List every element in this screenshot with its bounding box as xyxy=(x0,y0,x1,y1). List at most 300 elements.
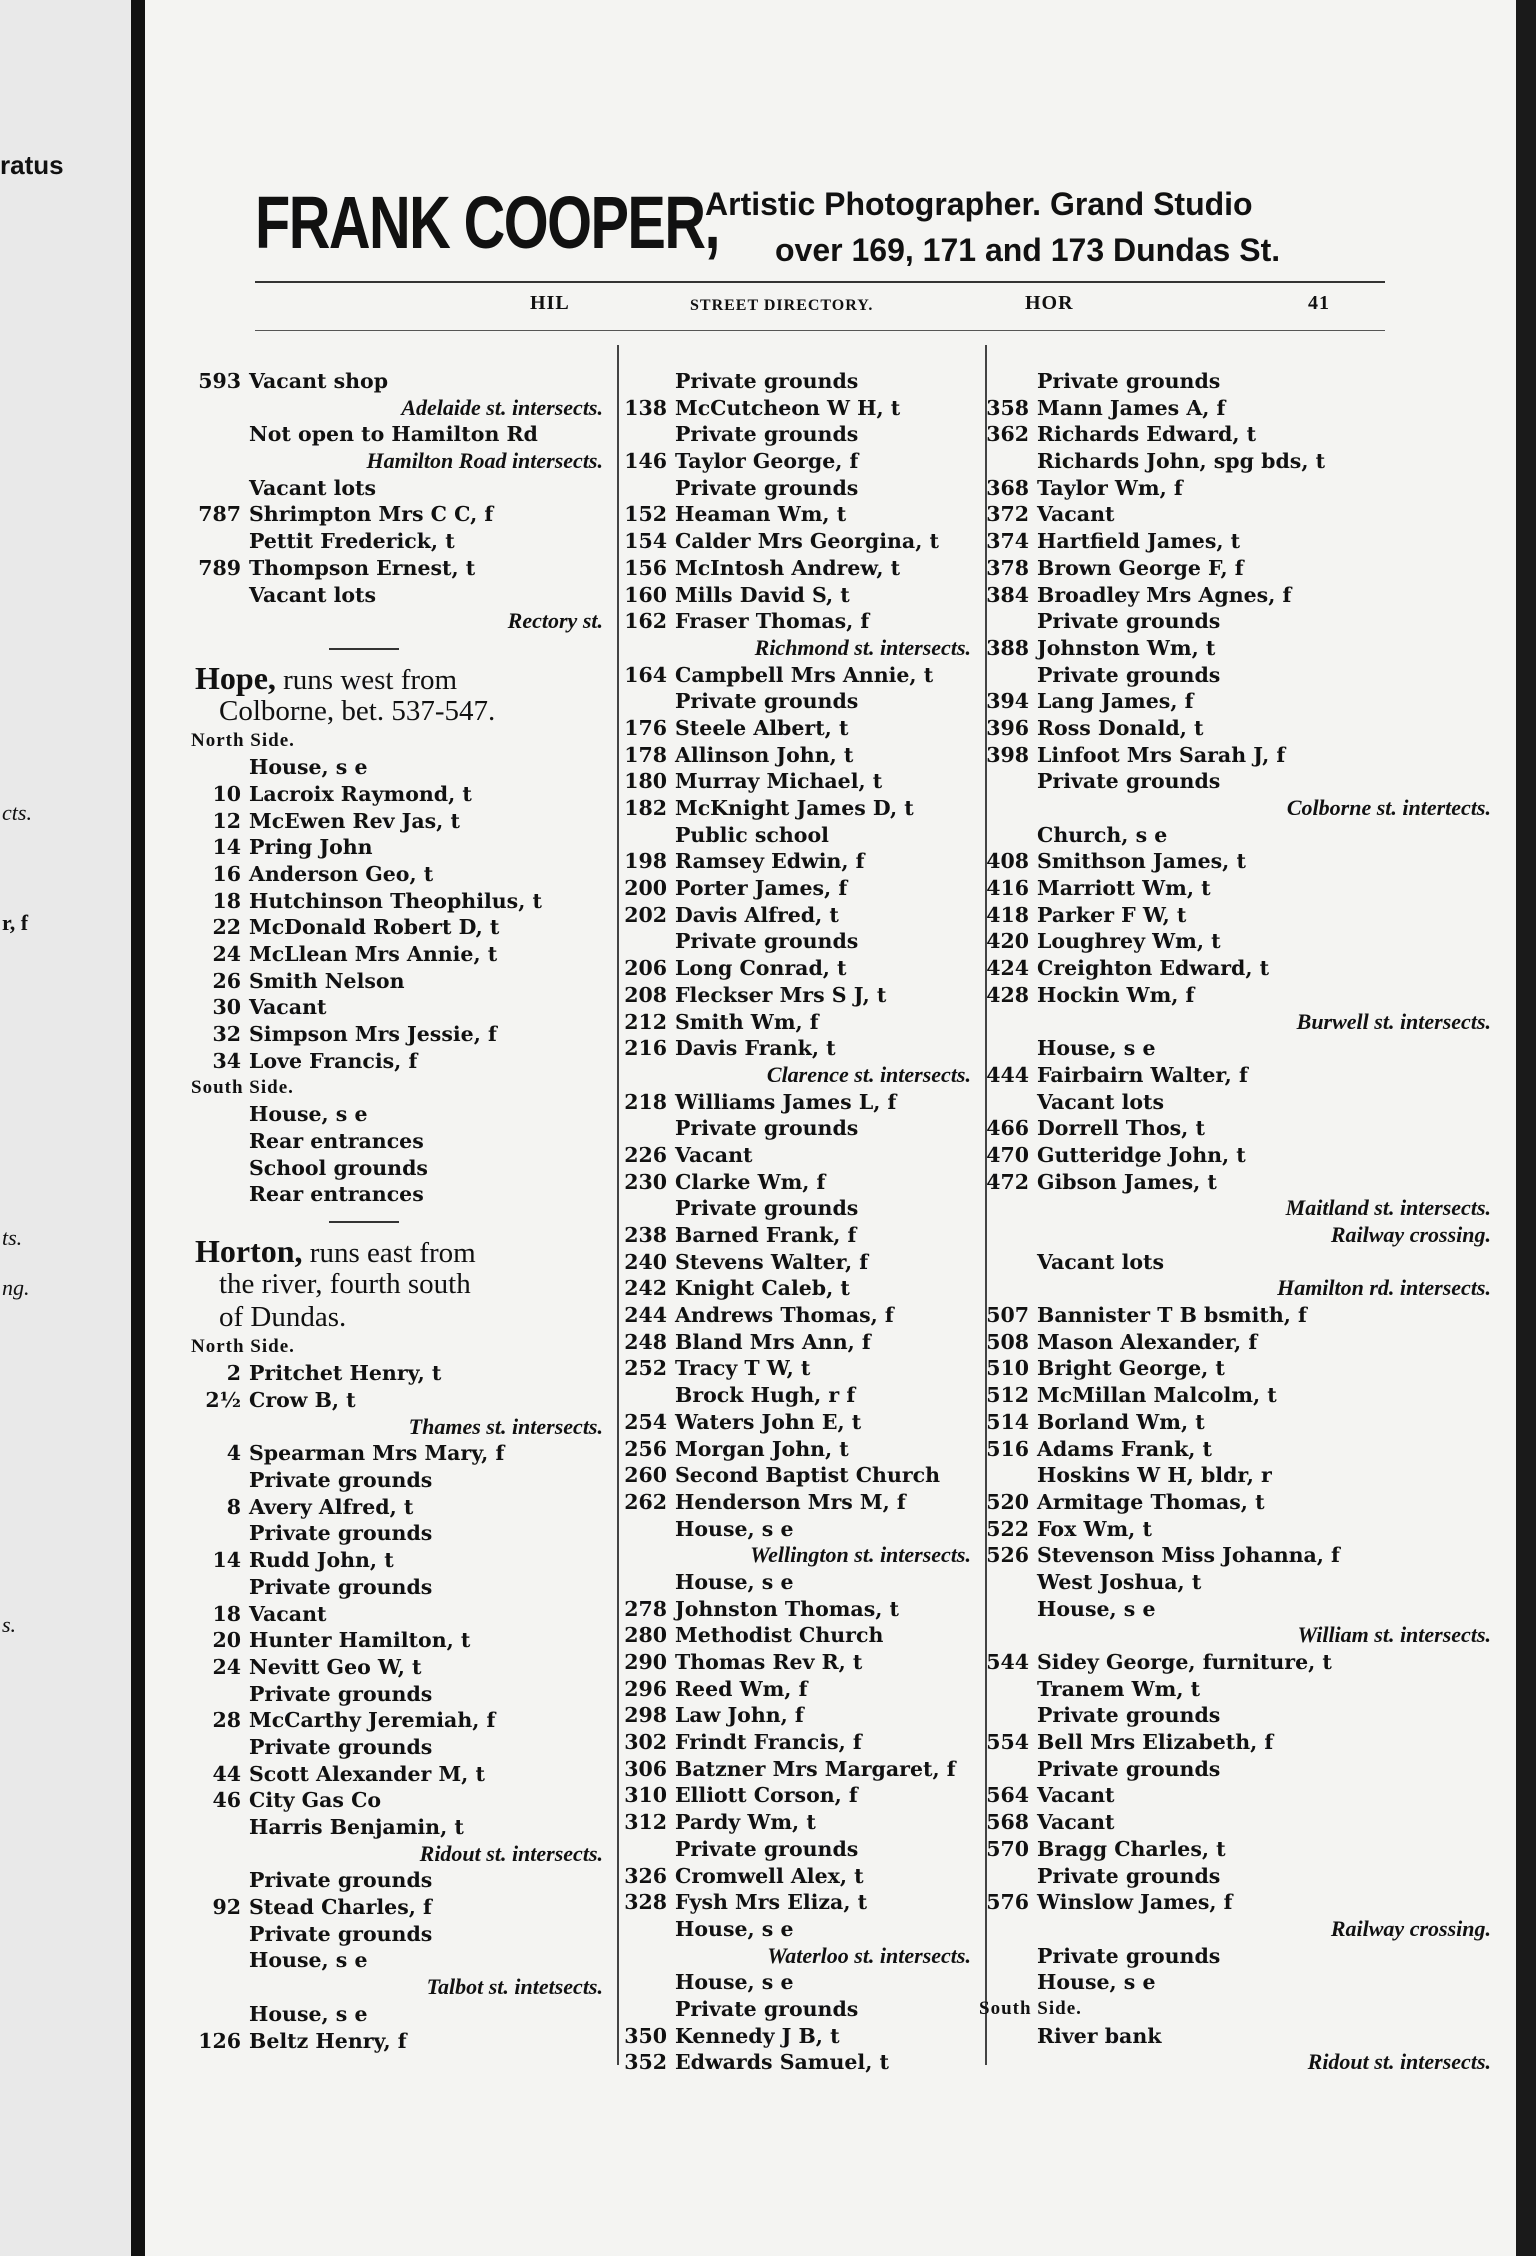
occupant-name: Crow B, t xyxy=(249,1388,356,1412)
directory-entry xyxy=(977,1409,1497,1436)
occupant-name: Anderson Geo, t xyxy=(249,862,434,886)
directory-entry xyxy=(977,635,1497,662)
directory-entry xyxy=(189,368,609,395)
house-number: 352 xyxy=(624,2050,667,2075)
directory-entry xyxy=(977,1569,1497,1596)
directory-entry xyxy=(615,475,977,502)
street-description: runs east from xyxy=(302,1236,476,1269)
directory-entry xyxy=(977,1889,1497,1916)
directory-entry xyxy=(615,1009,977,1036)
occupant-name: Gibson James, t xyxy=(1037,1169,1217,1194)
occupant-name: Murray Michael, t xyxy=(675,769,883,794)
directory-entry xyxy=(977,1676,1497,1703)
directory-entry xyxy=(615,1516,977,1543)
directory-entry xyxy=(977,1329,1497,1356)
occupant-name: Stevenson Miss Johanna, f xyxy=(1037,1543,1340,1568)
section-separator xyxy=(189,635,609,662)
directory-entry xyxy=(615,608,977,635)
directory-entry xyxy=(615,1195,977,1222)
cross-street-note: Rectory st. xyxy=(507,608,603,634)
directory-entry xyxy=(189,1467,609,1494)
occupant-name: Mann James A, f xyxy=(1037,395,1226,420)
directory-entry xyxy=(615,1676,977,1703)
occupant-name: House, s e xyxy=(249,1102,368,1127)
directory-entry xyxy=(977,1169,1497,1196)
house-number: 138 xyxy=(624,395,667,420)
occupant-name: Edwards Samuel, t xyxy=(675,2050,889,2075)
house-number: 358 xyxy=(986,395,1029,420)
occupant-name: Steele Albert, t xyxy=(675,715,849,740)
occupant-name: Creighton Edward, t xyxy=(1037,956,1270,981)
occupant-name: Armitage Thomas, t xyxy=(1037,1489,1265,1514)
occupant-name: House, s e xyxy=(1037,1596,1156,1621)
occupant-name: Richards Edward, t xyxy=(1037,422,1257,447)
directory-entry xyxy=(977,608,1497,635)
house-number: 298 xyxy=(624,1703,667,1728)
directory-entry xyxy=(189,914,609,941)
house-number: 310 xyxy=(624,1783,667,1808)
occupant-name: Hartfield James, t xyxy=(1037,529,1241,554)
occupant-name: McEwen Rev Jas, t xyxy=(249,808,460,833)
directory-entry xyxy=(189,475,609,502)
house-number: 16 xyxy=(212,862,241,886)
cross-street-note: Hamilton Road intersects. xyxy=(366,448,603,474)
house-number: 398 xyxy=(986,742,1029,767)
directory-entry xyxy=(977,1062,1497,1089)
directory-entry xyxy=(189,1787,609,1814)
house-number: 176 xyxy=(624,715,667,740)
occupant-name: Private grounds xyxy=(249,1921,433,1946)
directory-entry xyxy=(189,808,609,835)
directory-entry xyxy=(977,1863,1497,1890)
occupant-name: Methodist Church xyxy=(675,1623,884,1648)
occupant-name: Private grounds xyxy=(249,1521,433,1546)
directory-entry xyxy=(615,1169,977,1196)
occupant-name: House, s e xyxy=(249,755,368,780)
directory-entry xyxy=(189,1654,609,1681)
directory-entry xyxy=(977,1035,1497,1062)
house-number: 384 xyxy=(986,582,1029,607)
occupant-name: Allinson John, t xyxy=(675,742,854,767)
occupant-name: Elliott Corson, f xyxy=(675,1783,858,1808)
directory-entry xyxy=(615,875,977,902)
directory-entry xyxy=(189,1894,609,1921)
occupant-name: McLlean Mrs Annie, t xyxy=(249,942,498,967)
cross-street-note: William st. intersects. xyxy=(1297,1622,1491,1648)
occupant-name: Barned Frank, f xyxy=(675,1223,857,1247)
occupant-name: House, s e xyxy=(675,1569,794,1594)
occupant-name: Private grounds xyxy=(675,475,859,500)
occupant-name: Private grounds xyxy=(675,689,859,714)
running-head-left: HIL xyxy=(530,292,570,314)
house-number: 520 xyxy=(986,1489,1029,1514)
occupant-name: Johnston Wm, t xyxy=(1037,635,1216,660)
directory-entry xyxy=(615,448,977,475)
directory-entry xyxy=(189,2028,609,2055)
occupant-name: Hunter Hamilton, t xyxy=(249,1628,471,1653)
directory-entry xyxy=(615,1275,977,1302)
directory-entry xyxy=(189,781,609,808)
directory-entry xyxy=(615,1089,977,1116)
occupant-name: Vacant xyxy=(1037,1783,1115,1808)
house-number: 416 xyxy=(986,876,1029,901)
occupant-name: Long Conrad, t xyxy=(675,956,847,981)
house-number: 182 xyxy=(624,796,667,820)
cross-street-note: Thames st. intersects. xyxy=(408,1413,603,1439)
occupant-name: Vacant xyxy=(1037,1810,1115,1835)
running-head-right: HOR xyxy=(1025,292,1074,314)
occupant-name: Brown George F, f xyxy=(1037,555,1244,580)
occupant-name: Lacroix Raymond, t xyxy=(249,781,472,806)
house-number: 180 xyxy=(624,769,667,794)
house-number: 8 xyxy=(226,1494,241,1519)
occupant-name: Vacant lots xyxy=(249,582,377,607)
house-number: 510 xyxy=(986,1356,1029,1381)
directory-entry xyxy=(615,768,977,795)
cross-street-note: Ridout st. intersects. xyxy=(1307,2049,1491,2075)
directory-entry xyxy=(189,1947,609,1974)
directory-entry xyxy=(977,1542,1497,1569)
occupant-name: Second Baptist Church xyxy=(675,1463,941,1488)
occupant-name: Private grounds xyxy=(249,1681,433,1706)
directory-entry xyxy=(977,1836,1497,1863)
house-number: 418 xyxy=(986,902,1029,927)
advertisement-line-1: Artistic Photographer. Grand Studio xyxy=(705,186,1253,222)
house-number: 466 xyxy=(986,1116,1029,1141)
house-number: 394 xyxy=(986,689,1029,714)
occupant-name: Lang James, f xyxy=(1037,689,1194,714)
directory-entry xyxy=(615,688,977,715)
directory-entry xyxy=(615,1969,977,1996)
occupant-name: McCutcheon W H, t xyxy=(675,395,901,420)
directory-entry xyxy=(977,1702,1497,1729)
directory-entry xyxy=(615,1142,977,1169)
occupant-name: Bright George, t xyxy=(1037,1356,1225,1381)
occupant-name: Porter James, f xyxy=(675,876,848,901)
directory-entry xyxy=(189,1734,609,1761)
directory-entry xyxy=(189,1360,609,1387)
directory-entry xyxy=(977,1249,1497,1276)
occupant-name: Mills David S, t xyxy=(675,582,850,607)
header-rule xyxy=(255,330,1385,331)
directory-entry xyxy=(189,1494,609,1521)
occupant-name: McKnight James D, t xyxy=(675,796,914,820)
occupant-name: Clarke Wm, f xyxy=(675,1169,826,1194)
directory-entry xyxy=(977,688,1497,715)
occupant-name: Smith Wm, f xyxy=(675,1009,819,1034)
page-gutter xyxy=(131,0,145,2256)
directory-entry xyxy=(615,1329,977,1356)
directory-entry xyxy=(615,1569,977,1596)
house-number: 514 xyxy=(986,1409,1029,1434)
directory-entry xyxy=(189,1048,609,1075)
cross-street-note: Maitland st. intersects. xyxy=(1285,1195,1491,1221)
occupant-name: Winslow James, f xyxy=(1037,1890,1233,1915)
directory-entry xyxy=(615,1996,977,2023)
occupant-name: Loughrey Wm, t xyxy=(1037,929,1221,954)
street-description xyxy=(189,1268,609,1301)
street-name: Horton, xyxy=(195,1232,303,1269)
directory-entry xyxy=(977,1756,1497,1783)
house-number: 18 xyxy=(212,1601,241,1626)
house-number: 378 xyxy=(986,555,1029,580)
occupant-name: Hoskins W H, bldr, r xyxy=(1037,1463,1272,1488)
house-number: 522 xyxy=(986,1516,1029,1541)
house-number: 260 xyxy=(624,1463,667,1488)
occupant-name: Borland Wm, t xyxy=(1037,1409,1205,1434)
directory-entry xyxy=(615,1382,977,1409)
directory-entry xyxy=(977,822,1497,849)
occupant-name: Vacant xyxy=(249,1601,327,1626)
occupant-name: Adams Frank, t xyxy=(1037,1436,1213,1461)
house-number: 254 xyxy=(624,1409,667,1434)
occupant-name: Simpson Mrs Jessie, f xyxy=(249,1022,497,1047)
running-head-title: STREET DIRECTORY. xyxy=(690,297,874,314)
directory-entry xyxy=(189,1921,609,1948)
occupant-name: Brock Hugh, r f xyxy=(675,1383,856,1408)
house-number: 512 xyxy=(986,1383,1029,1408)
occupant-name: Public school xyxy=(675,822,829,847)
directory-entry xyxy=(977,875,1497,902)
occupant-name: Private grounds xyxy=(1037,1863,1221,1888)
directory-entry xyxy=(615,742,977,769)
house-number: 290 xyxy=(624,1650,667,1674)
cross-street-note: Hamilton rd. intersects. xyxy=(1277,1275,1491,1301)
directory-entry xyxy=(189,528,609,555)
directory-entry xyxy=(977,955,1497,982)
house-number: 593 xyxy=(198,369,241,393)
occupant-name: Fleckser Mrs S J, t xyxy=(675,982,887,1007)
house-number: 218 xyxy=(624,1089,667,1114)
side-heading: South Side. xyxy=(979,1997,1082,2019)
directory-page xyxy=(145,0,1536,2256)
house-number: 368 xyxy=(986,475,1029,500)
directory-entry xyxy=(977,368,1497,395)
house-number: 238 xyxy=(624,1223,667,1247)
directory-entry xyxy=(977,768,1497,795)
occupant-name: Henderson Mrs M, f xyxy=(675,1489,906,1514)
directory-entry xyxy=(615,528,977,555)
occupant-name: Bell Mrs Elizabeth, f xyxy=(1037,1730,1274,1755)
house-number: 146 xyxy=(624,449,667,474)
directory-entry xyxy=(977,1489,1497,1516)
occupant-name: Linfoot Mrs Sarah J, f xyxy=(1037,742,1286,767)
occupant-name: Vacant xyxy=(1037,502,1115,527)
occupant-name: Morgan John, t xyxy=(675,1436,849,1461)
house-number: 10 xyxy=(212,781,241,806)
occupant-name: Taylor Wm, f xyxy=(1037,475,1183,500)
directory-entry xyxy=(615,501,977,528)
occupant-name: City Gas Co xyxy=(249,1788,382,1813)
directory-entry xyxy=(615,1622,977,1649)
occupant-name: Smith Nelson xyxy=(249,968,405,993)
directory-entry xyxy=(977,421,1497,448)
occupant-name: Private grounds xyxy=(675,1196,859,1221)
directory-entry xyxy=(615,1355,977,1382)
occupant-name: Bannister T B bsmith, f xyxy=(1037,1303,1307,1328)
cross-street-note: Ridout st. intersects. xyxy=(419,1840,603,1866)
directory-entry xyxy=(615,555,977,582)
house-number: 312 xyxy=(624,1810,667,1835)
house-number: 226 xyxy=(624,1142,667,1167)
directory-entry xyxy=(189,2001,609,2028)
occupant-name: Gutteridge John, t xyxy=(1037,1142,1246,1167)
directory-entry xyxy=(615,1035,977,1062)
occupant-name: Not open to Hamilton Rd xyxy=(249,422,538,447)
cross-street-note: Wellington st. intersects. xyxy=(750,1542,971,1568)
house-number: 544 xyxy=(986,1650,1029,1674)
directory-entry xyxy=(189,994,609,1021)
house-number: 789 xyxy=(198,555,241,580)
house-number: 206 xyxy=(624,956,667,981)
house-number: 516 xyxy=(986,1436,1029,1461)
street-description-text: Colborne, bet. 537-547. xyxy=(219,694,496,727)
street-description: runs west from xyxy=(275,663,458,696)
occupant-name: Private grounds xyxy=(1037,662,1221,687)
directory-entry xyxy=(977,1516,1497,1543)
house-number: 470 xyxy=(986,1142,1029,1167)
occupant-name: McDonald Robert D, t xyxy=(249,915,500,940)
directory-entry xyxy=(977,982,1497,1009)
house-number: 92 xyxy=(212,1895,241,1920)
house-number: 787 xyxy=(198,502,241,527)
occupant-name: House, s e xyxy=(1037,1036,1156,1061)
house-number: 18 xyxy=(212,888,241,913)
cross-street-note: Talbot st. intetsects. xyxy=(426,1974,603,2000)
occupant-name: Stevens Walter, f xyxy=(675,1249,869,1274)
directory-entry xyxy=(977,555,1497,582)
occupant-name: Private grounds xyxy=(1037,1703,1221,1728)
directory-entry xyxy=(189,1867,609,1894)
directory-entry xyxy=(189,582,609,609)
directory-entry xyxy=(977,1355,1497,1382)
directory-entry xyxy=(977,715,1497,742)
occupant-name: Private grounds xyxy=(1037,1943,1221,1968)
occupant-name: Batzner Mrs Margaret, f xyxy=(675,1756,956,1781)
occupant-name: Love Francis, f xyxy=(249,1048,418,1073)
street-description-text: of Dundas. xyxy=(219,1300,347,1333)
occupant-name: Rear entrances xyxy=(249,1182,424,1207)
house-number: 44 xyxy=(212,1761,241,1786)
directory-entry xyxy=(615,1409,977,1436)
occupant-name: Vacant xyxy=(249,995,327,1020)
house-number: 242 xyxy=(624,1276,667,1301)
directory-entry xyxy=(615,982,977,1009)
directory-entry xyxy=(189,1707,609,1734)
occupant-name: Vacant lots xyxy=(1037,1249,1165,1274)
cross-street-note: Clarence st. intersects. xyxy=(766,1061,971,1087)
directory-entry xyxy=(615,902,977,929)
binding-fragment: ratus xyxy=(0,150,64,180)
occupant-name: School grounds xyxy=(249,1155,428,1180)
directory-entry xyxy=(189,501,609,528)
occupant-name: Stead Charles, f xyxy=(249,1895,432,1920)
directory-entry xyxy=(189,968,609,995)
directory-entry xyxy=(977,448,1497,475)
occupant-name: Pardy Wm, t xyxy=(675,1810,816,1835)
house-number: 280 xyxy=(624,1623,667,1648)
occupant-name: Spearman Mrs Mary, f xyxy=(249,1441,505,1466)
house-number: 408 xyxy=(986,849,1029,874)
binding-fragment: ng. xyxy=(2,1275,30,1300)
directory-entry xyxy=(189,1155,609,1182)
directory-entry xyxy=(615,1863,977,1890)
house-number: 564 xyxy=(986,1783,1029,1808)
occupant-name: Richards John, spg bds, t xyxy=(1037,449,1326,474)
house-number: 328 xyxy=(624,1890,667,1915)
house-number: 32 xyxy=(212,1022,241,1047)
directory-entry xyxy=(977,1462,1497,1489)
occupant-name: House, s e xyxy=(249,2001,368,2026)
directory-entry xyxy=(615,1916,977,1943)
occupant-name: Ross Donald, t xyxy=(1037,715,1204,740)
directory-entry xyxy=(977,582,1497,609)
occupant-name: Reed Wm, f xyxy=(675,1676,808,1701)
house-number: 262 xyxy=(624,1489,667,1514)
occupant-name: Harris Benjamin, t xyxy=(249,1815,464,1839)
house-number: 200 xyxy=(624,876,667,901)
house-number: 178 xyxy=(624,742,667,767)
directory-entry xyxy=(615,848,977,875)
occupant-name: House, s e xyxy=(675,1970,794,1995)
directory-entry xyxy=(189,861,609,888)
house-number: 202 xyxy=(624,902,667,927)
house-number: 554 xyxy=(986,1730,1029,1755)
house-number: 570 xyxy=(986,1836,1029,1861)
directory-entry xyxy=(189,1440,609,1467)
directory-entry xyxy=(615,1836,977,1863)
occupant-name: Knight Caleb, t xyxy=(675,1276,850,1301)
directory-entry xyxy=(977,848,1497,875)
house-number: 14 xyxy=(212,835,241,860)
side-heading: North Side. xyxy=(191,729,295,751)
directory-entry xyxy=(189,1101,609,1128)
house-number: 156 xyxy=(624,555,667,580)
house-number: 302 xyxy=(624,1730,667,1755)
binding-fragment: cts. xyxy=(2,800,32,825)
cross-street-note: Colborne st. intertects. xyxy=(1286,795,1491,820)
directory-entry xyxy=(977,2023,1497,2050)
occupant-name: McMillan Malcolm, t xyxy=(1037,1383,1277,1408)
occupant-name: Campbell Mrs Annie, t xyxy=(675,662,934,687)
house-number: 2½ xyxy=(205,1388,241,1412)
advertisement-banner xyxy=(255,180,1385,275)
directory-entry xyxy=(189,754,609,781)
occupant-name: Private grounds xyxy=(1037,369,1221,393)
directory-entry xyxy=(615,368,977,395)
directory-entry xyxy=(189,555,609,582)
directory-entry xyxy=(189,941,609,968)
house-number: 444 xyxy=(986,1062,1029,1087)
occupant-name: Kennedy J B, t xyxy=(675,2023,840,2048)
house-number: 162 xyxy=(624,609,667,634)
directory-entry xyxy=(615,1249,977,1276)
directory-entry xyxy=(615,1222,977,1249)
house-number: 374 xyxy=(986,529,1029,554)
house-number: 252 xyxy=(624,1356,667,1381)
directory-entry xyxy=(615,2049,977,2076)
house-number: 424 xyxy=(986,956,1029,981)
occupant-name: Fraser Thomas, f xyxy=(675,609,870,634)
house-number: 240 xyxy=(624,1249,667,1274)
occupant-name: Mason Alexander, f xyxy=(1037,1329,1258,1354)
occupant-name: Waters John E, t xyxy=(675,1409,862,1434)
house-number: 508 xyxy=(986,1329,1029,1354)
house-number: 24 xyxy=(212,942,241,967)
occupant-name: Private grounds xyxy=(1037,1756,1221,1781)
directory-entry xyxy=(615,1489,977,1516)
occupant-name: Bland Mrs Ann, f xyxy=(675,1329,871,1354)
